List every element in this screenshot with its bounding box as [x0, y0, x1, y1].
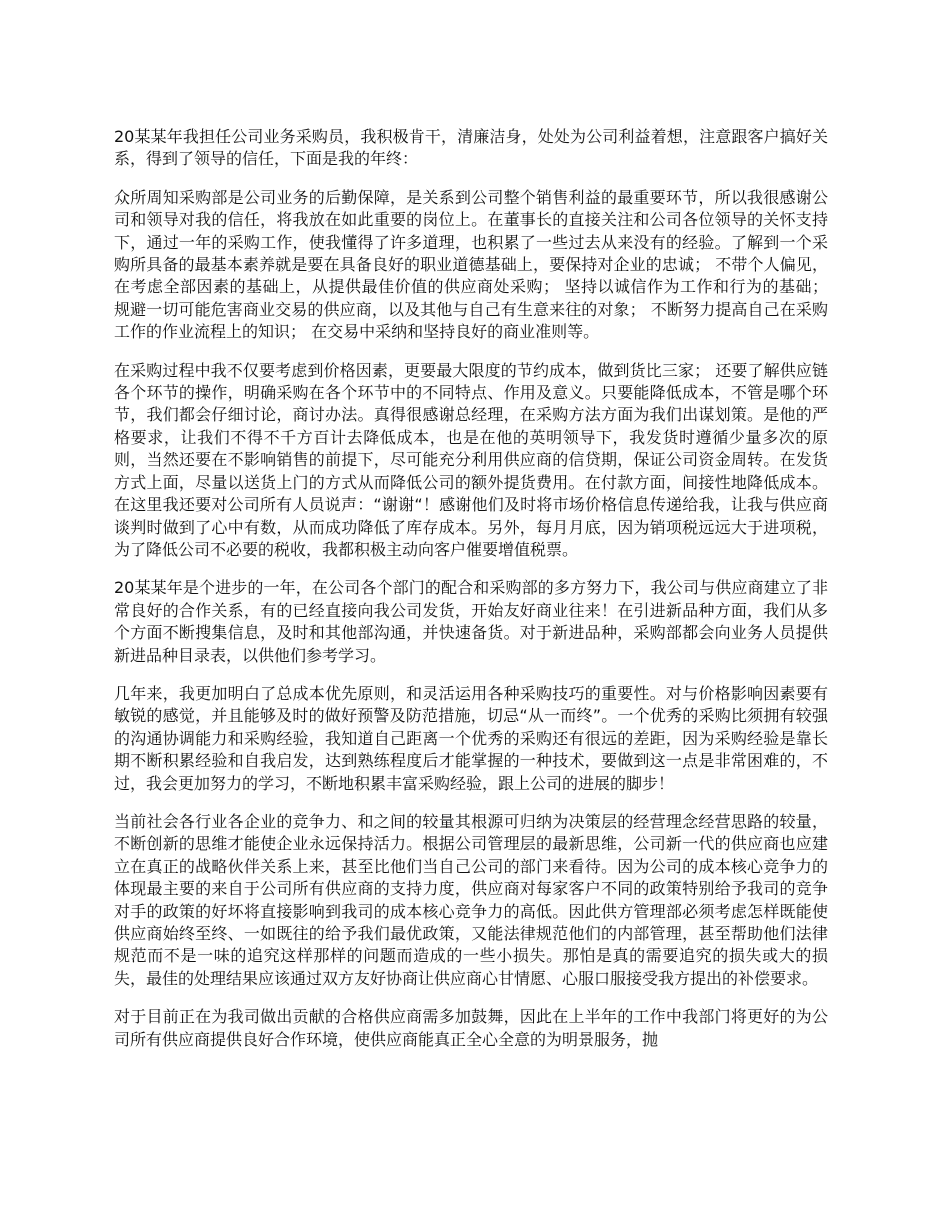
- paragraph-intro: 20某某年我担任公司业务采购员，我积极肯干，清廉洁身，处处为公司利益着想，注意跟客户搞好关系，得到了领导的信任，下面是我的年终：: [114, 127, 828, 169]
- paragraph-progress: 20某某年是个进步的一年，在公司各个部门的配合和采购部的多方努力下，我公司与供应商建立了非常良好的合作关系，有的已经直接向我公司发货，开始友好商业往来！在引进新品种方面，我们从多个方面不断搜集信息，及时和其他部沟通，并快速备货。对于新进品种，采购部都会向业务人员提供新进品种目录表，以供他们参考学习。: [114, 578, 828, 665]
- paragraph-supplier-strategy: 当前社会各行业各企业的竞争力、和之间的较量其根源可归纳为决策层的经营理念经营思路的较量，不断创新的思维才能使企业永远保持活力。根据公司管理层的最新思维，公司新一代的供应商也应建立在真正的战略伙伴关系上来，甚至比他们当自己公司的部门来看待。因为公司的成本核心竞争力的体现最主要的来自于公司所有供应商的支持力度，供应商对每家客户不同的政策特别给予我司的竞争对手的政策的好坏将直接影响到我司的成本核心竞争力的高低。因此供方管理部必须考虑怎样既能使供应商始终至终、一如既往的给予我们最优政策，又能法律规范他们的内部管理，甚至帮助他们法律规范而不是一味的追究这样那样的问题而造成的一些小损失。那怕是真的需要追究的损失或大的损失，最佳的处理结果应该通过双方友好协商让供应商心甘情愿、心服口服接受我方提出的补偿要求。: [114, 811, 828, 988]
- paragraph-role-importance: 众所周知采购部是公司业务的后勤保障，是关系到公司整个销售利益的最重要环节，所以我很感谢公司和领导对我的信任，将我放在如此重要的岗位上。在董事长的直接关注和公司各位领导的关怀支持下，通过一年的采购工作，使我懂得了许多道理，也积累了一些过去从来没有的经验。了解到一个采购所具备的最基本素养就是要在具备良好的职业道德基础上，要保持对企业的忠诚； 不带个人偏见，在考虑全部因素的基础上，从提供最佳价值的供应商处采购； 坚持以诚信作为工作和行为的基础； 规避一切可能危害商业交易的供应商，以及其他与自己有生意来往的对象； 不断努力提高自己在采购工作的作业流程上的知识； 在交易中采纳和坚持良好的商业准则等。: [114, 187, 828, 342]
- paragraph-supplier-support: 对于目前正在为我司做出贡献的合格供应商需多加鼓舞，因此在上半年的工作中我部门将更好的为公司所有供应商提供良好合作环境，使供应商能真正全心全意的为明景服务，抛: [114, 1007, 828, 1049]
- paragraph-cost-reduction: 在采购过程中我不仅要考虑到价格因素，更要最大限度的节约成本，做到货比三家； 还要了解供应链各个环节的操作，明确采购在各个环节中的不同特点、作用及意义。只要能降低成本，不管是哪个环节，我们都会仔细讨论，商讨办法。真得很感谢总经理，在采购方法方面为我们出谋划策。是他的严格要求，让我们不得不千方百计去降低成本，也是在他的英明领导下，我发货时遵循少量多次的原则，当然还要在不影响销售的前提下，尽可能充分利用供应商的信贷期，保证公司资金周转。在发货方式上面，尽量以送货上门的方式从而降低公司的额外提货费用。在付款方面，间接性地降低成本。在这里我还要对公司所有人员说声：“谢谢“！感谢他们及时将市场价格信息传递给我，让我与供应商谈判时做到了心中有数，从而成功降低了库存成本。另外，每月月底，因为销项税远远大于进项税，为了降低公司不必要的税收，我都积极主动向客户催要增值税票。: [114, 360, 828, 559]
- document-body: [114, 126, 828, 1067]
- paragraph-lessons: 几年来，我更加明白了总成本优先原则，和灵活运用各种采购技巧的重要性。对与价格影响因素要有敏锐的感觉，并且能够及时的做好预警及防范措施，切忌“从一而终”。一个优秀的采购比须拥有较强的沟通协调能力和采购经验，我知道自己距离一个优秀的采购还有很远的差距，因为采购经验是靠长期不断积累经验和自我启发，达到熟练程度后才能掌握的一种技术，要做到这一点是非常困难的，不过，我会更加努力的学习，不断地积累丰富采购经验，跟上公司的进展的脚步！: [114, 683, 828, 793]
